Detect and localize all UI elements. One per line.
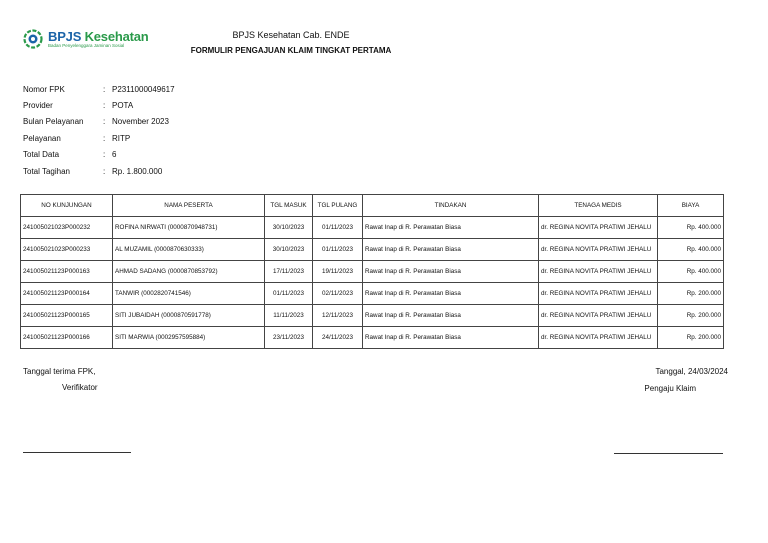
info-value: RITP [112,133,131,143]
received-date-label: Tanggal terima FPK, [23,367,96,376]
cell-date-out: 24/11/2023 [313,327,363,349]
cell-date-out: 02/11/2023 [313,283,363,305]
info-row-total-data: Total Data : 6 [23,150,117,160]
claimant-label: Pengaju Klaim [644,384,696,393]
cell-medic: dr. REGINA NOVITA PRATIWI JEHALU [539,305,658,327]
cell-participant: ROFINA NIRWATI (0000870948731) [113,217,265,239]
table-row [21,261,724,283]
table-row [21,239,724,261]
cell-cost: Rp. 400.000 [658,261,724,283]
cell-date-in: 30/10/2023 [265,239,313,261]
cell-date-in: 30/10/2023 [265,217,313,239]
cell-date-out: 12/11/2023 [313,305,363,327]
info-row-month: Bulan Pelayanan : November 2023 [23,117,169,127]
claimant-signature-line [614,453,723,454]
cell-visit-no: 241005021123P000166 [21,327,113,349]
info-section [23,81,175,179]
cell-date-in: 17/11/2023 [265,261,313,283]
table-row [21,283,724,305]
table-row [21,327,724,349]
table-header-row [21,195,724,217]
cell-medic: dr. REGINA NOVITA PRATIWI JEHALU [539,217,658,239]
cell-visit-no: 241005021123P000164 [21,283,113,305]
cell-visit-no: 241005021123P000165 [21,305,113,327]
office-name: BPJS Kesehatan Cab. ENDE [232,30,350,40]
cell-date-out: 19/11/2023 [313,261,363,283]
logo-subtitle: Badan Penyelenggara Jaminan Sosial [48,42,125,48]
cell-date-in: 11/11/2023 [265,305,313,327]
cell-participant: AL MUZAMIL (0000870630333) [113,239,265,261]
cell-action: Rawat Inap di R. Perawatan Biasa [363,327,539,349]
cell-medic: dr. REGINA NOVITA PRATIWI JEHALU [539,327,658,349]
cell-date-in: 01/11/2023 [265,283,313,305]
info-row-fpk: Nomor FPK : P2311000049617 [23,84,175,94]
cell-medic: dr. REGINA NOVITA PRATIWI JEHALU [539,283,658,305]
column-header: NO KUNJUNGAN [21,195,113,217]
cell-action: Rawat Inap di R. Perawatan Biasa [363,239,539,261]
logo-name: BPJS Kesehatan [48,28,149,44]
cell-visit-no: 241005021023P000232 [21,217,113,239]
cell-participant: SITI JUBAIDAH (0000870591778) [113,305,265,327]
column-header: TGL MASUK [265,195,313,217]
cell-cost: Rp. 200.000 [658,283,724,305]
cell-action: Rawat Inap di R. Perawatan Biasa [363,305,539,327]
cell-date-in: 23/11/2023 [265,327,313,349]
column-header: TENAGA MEDIS [539,195,658,217]
cell-action: Rawat Inap di R. Perawatan Biasa [363,261,539,283]
info-value: POTA [112,101,134,111]
cell-participant: TANWIR (0002820741546) [113,283,265,305]
column-header: NAMA PESERTA [113,195,265,217]
info-value: Rp. 1.800.000 [112,166,163,176]
cell-participant: AHMAD SADANG (0000870853792) [113,261,265,283]
claim-date-label: Tanggal, 24/03/2024 [655,367,728,376]
verifier-signature-line [23,452,131,453]
cell-cost: Rp. 400.000 [658,217,724,239]
cell-cost: Rp. 400.000 [658,239,724,261]
cell-participant: SITI MARWIA (0002957595884) [113,327,265,349]
cell-cost: Rp. 200.000 [658,327,724,349]
cell-action: Rawat Inap di R. Perawatan Biasa [363,217,539,239]
cell-medic: dr. REGINA NOVITA PRATIWI JEHALU [539,239,658,261]
cell-date-out: 01/11/2023 [313,217,363,239]
verifier-label: Verifikator [62,383,98,392]
cell-visit-no: 241005021123P000163 [21,261,113,283]
info-value: 6 [112,150,117,160]
claims-table [20,194,724,349]
form-title: FORMULIR PENGAJUAN KLAIM TINGKAT PERTAMA [190,46,392,55]
column-header: BIAYA [658,195,724,217]
info-row-service: Pelayanan : RITP [23,133,131,143]
column-header: TGL PULANG [313,195,363,217]
cell-visit-no: 241005021023P000233 [21,239,113,261]
info-row-provider: Provider : POTA [23,101,134,111]
info-value: November 2023 [112,117,169,127]
info-row-total-bill: Total Tagihan : Rp. 1.800.000 [23,166,163,176]
info-value: P2311000049617 [112,84,175,94]
column-header: TINDAKAN [363,195,539,217]
table-row [21,305,724,327]
table-row [21,217,724,239]
cell-date-out: 01/11/2023 [313,239,363,261]
cell-cost: Rp. 200.000 [658,305,724,327]
cell-medic: dr. REGINA NOVITA PRATIWI JEHALU [539,261,658,283]
cell-action: Rawat Inap di R. Perawatan Biasa [363,283,539,305]
